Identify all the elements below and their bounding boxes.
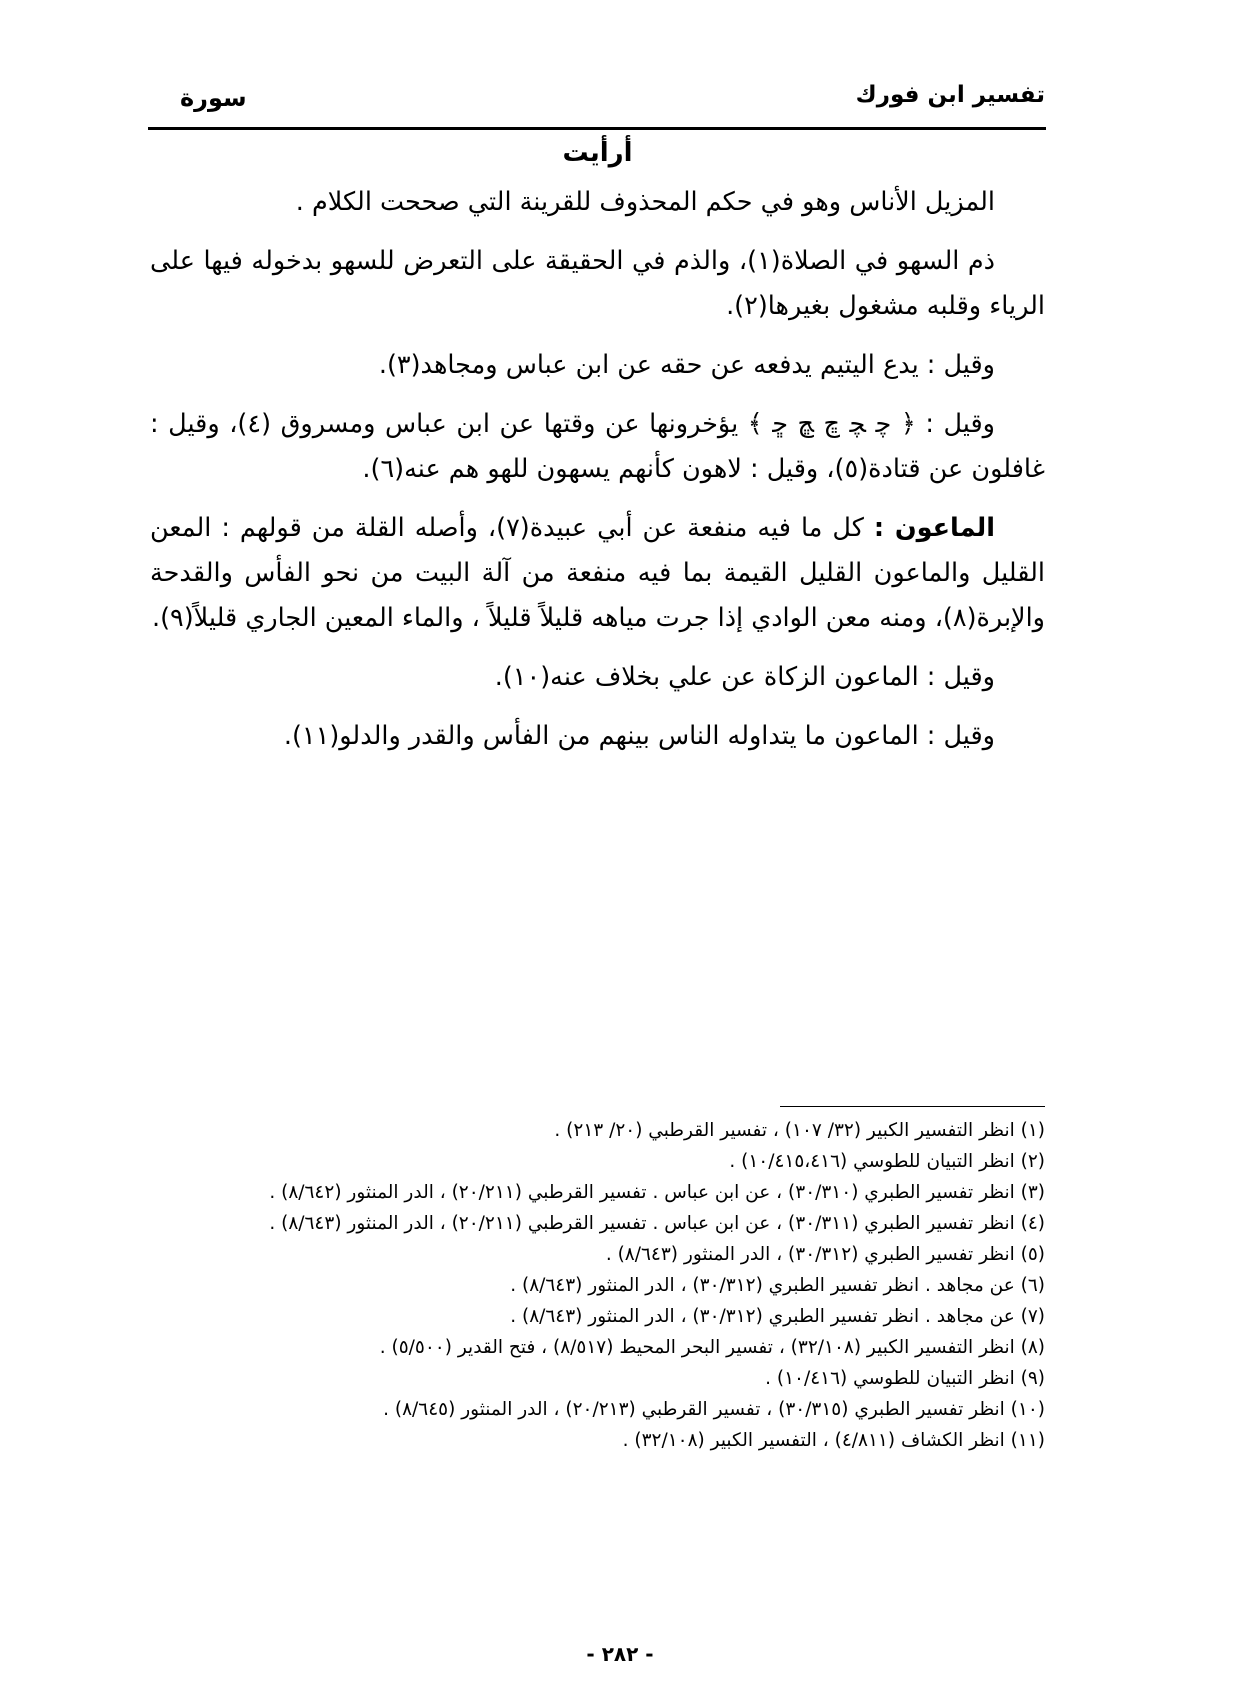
- footnote: (٥) انظر تفسير الطبري (٣٠/٣١٢) ، الدر المنثور (٨/٦٤٣) .: [605, 1244, 1045, 1265]
- definition-text: كل ما فيه منفعة عن أبي عبيدة(٧)، وأصله القلة من قولهم : المعن القليل والماعون القليل القيمة بما فيه منفعة من آلة البيت من نحو الفأس والقدحة والإبرة(٨)، ومنه معن الوادي إذا جرت مياهه قليلاً قليلاً ، والماء المعين الجاري قليلاً(٩).: [150, 513, 1045, 633]
- footnote: (١٠) انظر تفسير الطبري (٣٠/٣١٥) ، تفسير القرطبي (٢٠/٢١٣) ، الدر المنثور (٨/٦٤٥) .: [383, 1399, 1045, 1420]
- paragraph: وقيل : الماعون الزكاة عن علي بخلاف عنه(١٠).: [494, 662, 995, 692]
- footnote: (١١) انظر الكشاف (٤/٨١١) ، التفسير الكبير (٣٢/١٠٨) .: [622, 1430, 1045, 1451]
- footnote: (٢) انظر التبيان للطوسي (١٠/٤١٥،٤١٦) .: [729, 1151, 1045, 1172]
- footnote: (٩) انظر التبيان للطوسي (١٠/٤١٦) .: [765, 1368, 1045, 1389]
- defined-term: الماعون :: [873, 513, 995, 543]
- paragraph: وقيل : الماعون ما يتداوله الناس بينهم من الفأس والقدر والدلو(١١).: [283, 721, 995, 751]
- paragraph: وقيل : يدع اليتيم يدفعه عن حقه عن ابن عباس ومجاهد(٣).: [378, 350, 995, 380]
- definition-paragraph: [150, 506, 1045, 641]
- page-number: - ٢٨٢ -: [586, 1642, 654, 1666]
- header-divider: [148, 127, 1046, 130]
- running-header: [150, 78, 1045, 128]
- footnote: (٣) انظر تفسير الطبري (٣٠/٣١٠) ، عن ابن عباس . تفسير القرطبي (٢٠/٢١١) ، الدر المنثور (٨/٦٤٢) .: [269, 1182, 1045, 1203]
- footnote: (١) انظر التفسير الكبير (٣٢/ ١٠٧) ، تفسير القرطبي (٢٠/ ٢١٣) .: [554, 1120, 1045, 1141]
- section-heading: أرأيت: [562, 138, 633, 168]
- book-title: تفسير ابن فورك: [855, 82, 1045, 108]
- footnote: (٧) عن مجاهد . انظر تفسير الطبري (٣٠/٣١٢) ، الدر المنثور (٨/٦٤٣) .: [510, 1306, 1045, 1327]
- main-text: [150, 180, 1045, 773]
- footnote: (٦) عن مجاهد . انظر تفسير الطبري (٣٠/٣١٢) ، الدر المنثور (٨/٦٤٣) .: [510, 1275, 1045, 1296]
- footnote-divider: [780, 1106, 1045, 1107]
- paragraph: ذم السهو في الصلاة(١)، والذم في الحقيقة على التعرض للسهو بدخوله فيها على الرياء وقلبه مشغول بغيرها(٢).: [150, 246, 1045, 321]
- paragraph: المزيل الأناس وهو في حكم المحذوف للقرينة التي صححت الكلام .: [295, 187, 995, 217]
- footnote: (٨) انظر التفسير الكبير (٣٢/١٠٨) ، تفسير البحر المحيط (٨/٥١٧) ، فتح القدير (٥/٥٠٠) .: [379, 1337, 1045, 1358]
- surah-label: سورة: [180, 84, 247, 112]
- footnote: (٤) انظر تفسير الطبري (٣٠/٣١١) ، عن ابن عباس . تفسير القرطبي (٢٠/٢١١) ، الدر المنثور (٨/٦٤٣) .: [269, 1213, 1045, 1234]
- footnotes: [150, 1115, 1045, 1456]
- paragraph: وقيل : ﴿ ﭼ ﭽ ﭾ ﭿ ﮀ ﴾ يؤخرونها عن وقتها عن ابن عباس ومسروق (٤)، وقيل : غافلون عن قتادة(٥)، وقيل : لاهون كأنهم يسهون للهو هم عنه(٦).: [150, 409, 1045, 484]
